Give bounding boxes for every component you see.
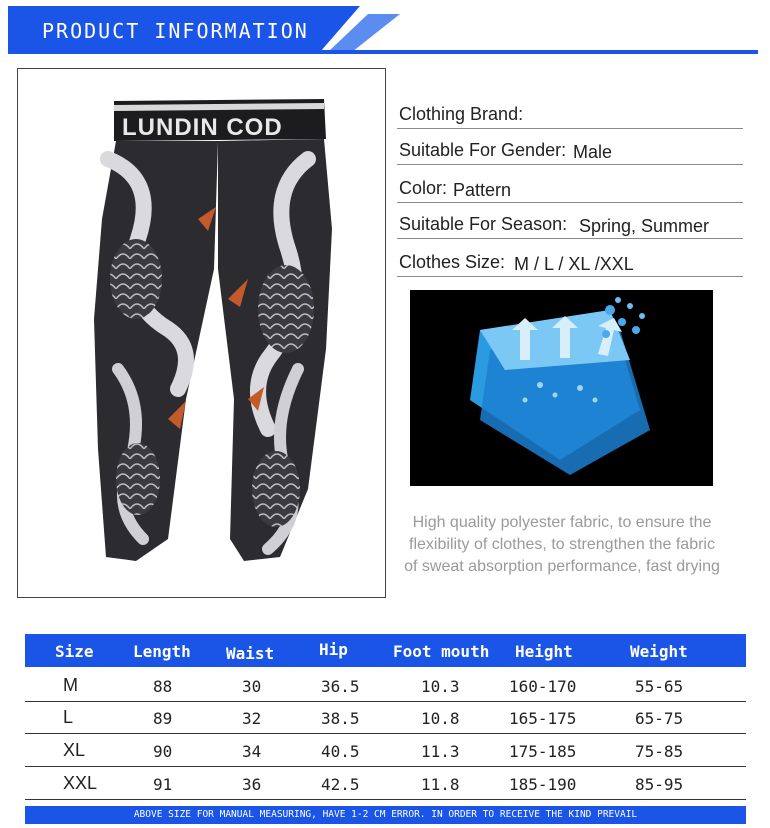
table-cell: 11.8: [421, 775, 460, 794]
column-header-foot-mouth: Foot mouth: [393, 642, 490, 661]
fabric-layers-illustration: [410, 290, 713, 486]
page-title: PRODUCT INFORMATION: [42, 19, 309, 43]
table-cell: 11.3: [421, 742, 460, 761]
table-row: [25, 736, 746, 767]
column-header-waist: Waist: [226, 644, 275, 663]
column-header-length: Length: [133, 642, 191, 661]
table-cell: XXL: [63, 773, 98, 793]
table-cell: L: [63, 707, 74, 727]
table-cell: 10.8: [421, 709, 460, 728]
table-cell: M: [63, 675, 78, 695]
info-value: Pattern: [453, 180, 512, 200]
table-row: [25, 703, 746, 734]
column-header-height: Height: [515, 642, 573, 661]
info-label: Clothes Size:: [399, 252, 506, 272]
column-header-hip: Hip: [319, 640, 348, 659]
table-cell: 40.5: [321, 742, 360, 761]
table-cell: 175-185: [509, 742, 577, 761]
info-season: [397, 212, 743, 239]
fabric-image: [410, 290, 713, 486]
table-cell: 185-190: [509, 775, 577, 794]
table-row: [25, 769, 746, 800]
table-cell: 91: [153, 775, 173, 794]
table-cell: 32: [242, 709, 262, 728]
size-footnote: ABOVE SIZE FOR MANUAL MEASURING, HAVE 1-2 CM ERROR. IN ORDER TO RECEIVE THE KIND PREVAIL: [25, 806, 746, 824]
info-gender: [397, 138, 743, 165]
waistband-text: LUNDIN COD: [122, 114, 283, 141]
info-label: Color:: [399, 178, 448, 198]
table-cell: 42.5: [321, 775, 360, 794]
info-value: Male: [573, 142, 613, 162]
fabric-description-line: flexibility of clothes, to strengthen the fabric: [409, 536, 715, 553]
table-cell: 165-175: [509, 709, 577, 728]
table-cell: 38.5: [321, 709, 360, 728]
size-table-header: [25, 634, 746, 667]
table-cell: XL: [63, 740, 86, 760]
table-cell: 75-85: [635, 742, 684, 761]
info-clothing-brand: [397, 102, 743, 129]
table-cell: 90: [153, 742, 173, 761]
product-image: [17, 68, 386, 598]
table-cell: 88: [153, 677, 173, 696]
info-value: Spring, Summer: [579, 216, 710, 236]
header-banner: [8, 6, 758, 54]
fabric-description-line: of sweat absorption performance, fast drying: [404, 558, 720, 575]
table-cell: 30: [242, 677, 262, 696]
info-value: M / L / XL /XXL: [514, 254, 634, 274]
info-label: Suitable For Gender:: [399, 140, 567, 160]
table-cell: 10.3: [421, 677, 460, 696]
table-cell: 160-170: [509, 677, 577, 696]
table-cell: 36.5: [321, 677, 360, 696]
table-cell: 85-95: [635, 775, 684, 794]
table-cell: 34: [242, 742, 262, 761]
info-size: [397, 250, 743, 277]
column-header-weight: Weight: [630, 642, 688, 661]
table-cell: 89: [153, 709, 173, 728]
table-cell: 36: [242, 775, 262, 794]
info-label: Suitable For Season:: [399, 214, 568, 234]
fabric-description: [392, 512, 732, 578]
info-color: [397, 176, 743, 203]
info-label: Clothing Brand:: [399, 104, 524, 124]
compression-pants-illustration: [18, 69, 385, 597]
column-header-size: Size: [55, 642, 94, 661]
table-cell: 65-75: [635, 709, 684, 728]
table-row: [25, 671, 746, 702]
table-cell: 55-65: [635, 677, 684, 696]
fabric-description-line: High quality polyester fabric, to ensure the: [412, 514, 712, 531]
